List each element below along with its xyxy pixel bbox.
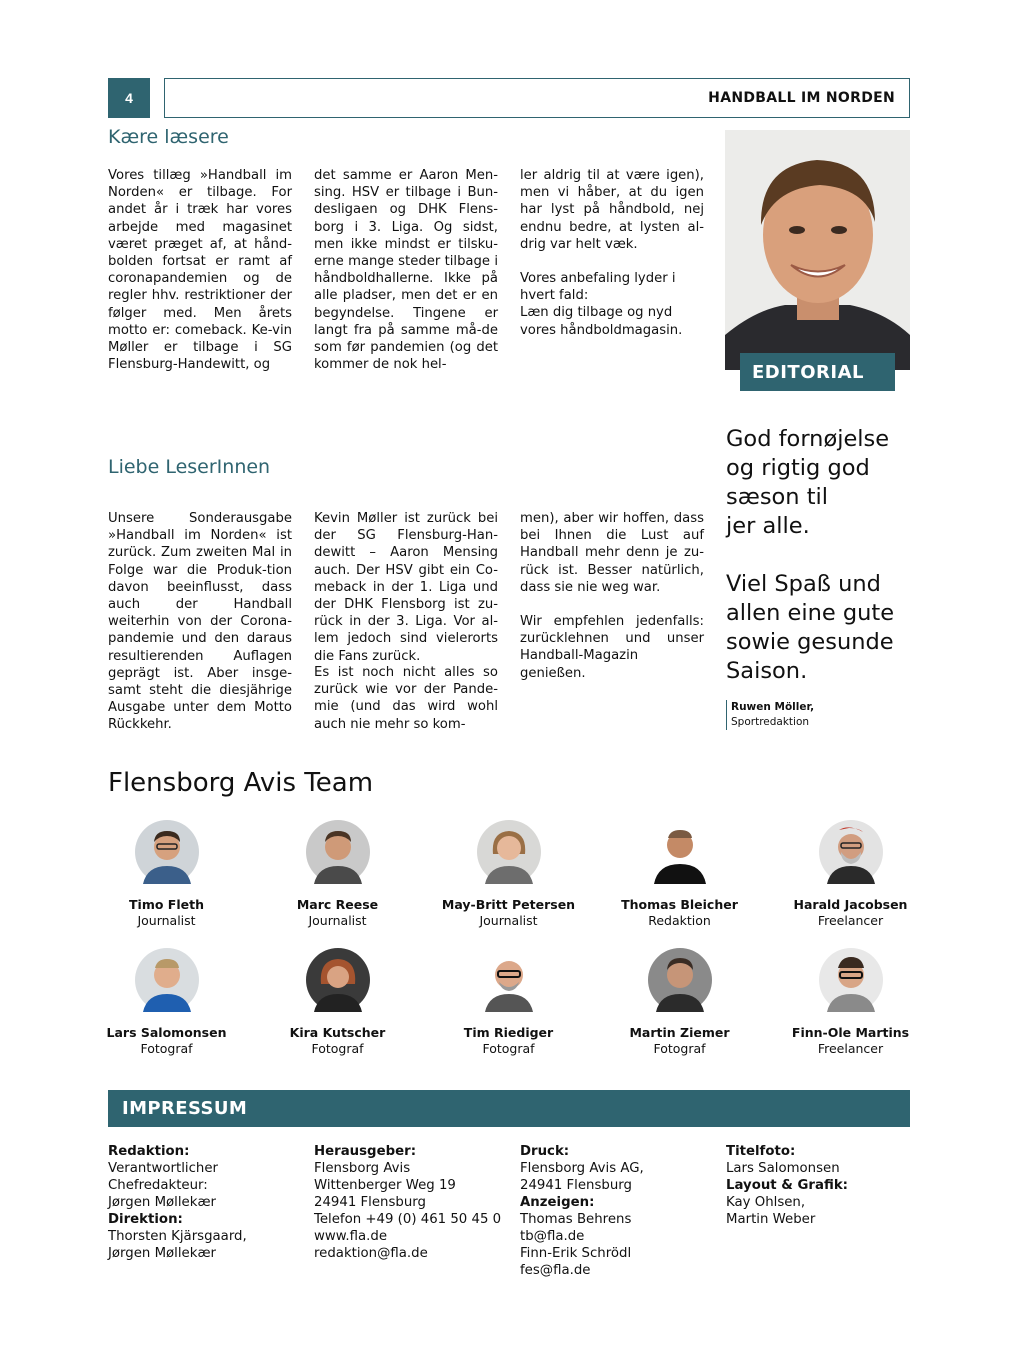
member-name: Martin Ziemer bbox=[629, 1025, 730, 1040]
avatar bbox=[477, 948, 541, 1012]
editorial-quote-danish: God fornøjelse og rigtig god sæson til jer alle. bbox=[726, 426, 890, 539]
team-title: Flensborg Avis Team bbox=[108, 768, 374, 798]
layout-label: Layout & Grafik: bbox=[726, 1178, 848, 1193]
danish-column-3a: ler aldrig til at være igen), men vi håber, at du igen har lyst på håndbold, nej endnu bedre, at lysten al-drig var helt væk. bbox=[520, 168, 704, 252]
avatar bbox=[135, 948, 199, 1012]
team-member bbox=[252, 948, 423, 1056]
redaktion-label: Redaktion: bbox=[108, 1144, 190, 1159]
team-member bbox=[765, 820, 936, 928]
german-column-3a: men), aber wir hoffen, dass bei Ihnen die Lust auf Handball mehr denn je zu-rück ist. Besser natürlich, dass sie nie weg war. bbox=[520, 511, 704, 595]
impressum-column-3 bbox=[520, 1143, 720, 1279]
member-name: Lars Salomonsen bbox=[106, 1025, 227, 1040]
member-role: Fotograf bbox=[311, 1041, 364, 1056]
anzeigen-value: Thomas Behrens tb@fla.de Finn-Erik Schrödl fes@fla.de bbox=[520, 1212, 632, 1278]
author-name: Ruwen Möller, bbox=[731, 701, 815, 713]
heading-german: Liebe LeserInnen bbox=[108, 456, 271, 478]
member-name: Finn-Ole Martins bbox=[791, 1025, 910, 1040]
german-column-1: Unsere Sonderausgabe »Handball im Norden« ist zurück. Zum zweiten Mal in Folge war die Produk-tion davon beeinflusst, dass auch der Handball weiterhin von der Corona-pandemie und den daraus resultierenden Auflagen geprägt ist. Aber insge-samt steht die diesjährige Ausgabe unter dem Motto Rückkehr. bbox=[108, 511, 292, 733]
member-name: May-Britt Petersen bbox=[441, 897, 576, 912]
member-name: Thomas Bleicher bbox=[621, 897, 738, 912]
avatar bbox=[306, 948, 370, 1012]
page-number: 4 bbox=[108, 78, 150, 118]
member-name: Timo Fleth bbox=[129, 897, 204, 912]
member-role: Freelancer bbox=[817, 913, 884, 928]
titelfoto-value: Lars Salomonsen bbox=[726, 1161, 840, 1176]
redaktion-value: Verantwortlicher Chefredakteur: Jørgen Møllekær bbox=[108, 1161, 218, 1210]
member-role: Journalist bbox=[137, 913, 196, 928]
member-role: Redaktion bbox=[648, 913, 711, 928]
member-name: Harald Jacobsen bbox=[793, 897, 908, 912]
team-member bbox=[765, 948, 936, 1056]
team-member bbox=[81, 820, 252, 928]
heading-danish: Kære læsere bbox=[108, 126, 229, 148]
german-column-2b: Es ist noch nicht alles so zurück wie vor der Pande-mie (und das wird wohl auch nie mehr so kom- bbox=[314, 665, 498, 732]
section-title: HANDBALL IM NORDEN bbox=[708, 90, 895, 106]
avatar bbox=[648, 820, 712, 884]
avatar bbox=[819, 948, 883, 1012]
member-role: Journalist bbox=[479, 913, 538, 928]
direktion-value: Thorsten Kjärsgaard, Jørgen Møllekær bbox=[108, 1229, 247, 1261]
editorial-portrait bbox=[725, 130, 910, 370]
member-name: Kira Kutscher bbox=[289, 1025, 386, 1040]
section-header bbox=[164, 78, 910, 118]
avatar bbox=[477, 820, 541, 884]
danish-column-2: det samme er Aaron Men-sing. HSV er tilbage i Bun-desligaen og DHK Flens-borg i 3. Liga. Og sidst, men ikke mindst er tilsku-erne mange steder tilbage i håndboldhallerne. Ikke på alle pladser, men det er en begyndelse. Tingene er langt fra på samme må-de som før pandemien (og det kommer de nok hel- bbox=[314, 168, 498, 373]
member-name: Tim Riediger bbox=[463, 1025, 554, 1040]
editorial-quote-german: Viel Spaß und allen eine gute sowie gesunde Saison. bbox=[726, 571, 895, 684]
anzeigen-label: Anzeigen: bbox=[520, 1195, 595, 1210]
avatar bbox=[306, 820, 370, 884]
herausgeber-label: Herausgeber: bbox=[314, 1144, 417, 1159]
avatar bbox=[135, 820, 199, 884]
druck-value: Flensborg Avis AG, 24941 Flensburg bbox=[520, 1161, 644, 1193]
german-column-2a: Kevin Møller ist zurück bei der SG Flensburg-Han-dewitt – Aaron Mensing auch. Der HSV gibt ein Co-meback in der 1. Liga und der DHK Flensborg ist zu-rück in der 3. Liga. Vor al-lem jedoch sind vielerorts die Fans zurück. bbox=[314, 511, 498, 664]
direktion-label: Direktion: bbox=[108, 1212, 183, 1227]
avatar bbox=[648, 948, 712, 1012]
danish-column-1: Vores tillæg »Handball im Norden« er tilbage. For andet år i træk har vores arbejde med magasinet været præget af, at hånd-bolden fortsat er ramt af coronapandemien og de regler hhv. restriktioner der følger med. Men årets motto er: comeback. Ke-vin Møller er tilbage i SG Flensburg-Handewitt, og bbox=[108, 168, 292, 373]
impressum-column-1 bbox=[108, 1143, 308, 1262]
titelfoto-label: Titelfoto: bbox=[726, 1144, 796, 1159]
danish-column-3b: Vores anbefaling lyder i hvert fald: Læn dig tilbage og nyd vores håndboldmagasin. bbox=[520, 271, 683, 338]
team-member bbox=[81, 948, 252, 1056]
member-role: Journalist bbox=[308, 913, 367, 928]
impressum-column-4 bbox=[726, 1143, 926, 1228]
member-role: Fotograf bbox=[140, 1041, 193, 1056]
team-member bbox=[423, 948, 594, 1056]
herausgeber-value: Flensborg Avis Wittenberger Weg 19 24941 Flensburg Telefon +49 (0) 461 50 45 0 www.fla.de redaktion@fla.de bbox=[314, 1161, 502, 1261]
editorial-tag: EDITORIAL bbox=[740, 353, 895, 391]
member-role: Freelancer bbox=[817, 1041, 884, 1056]
german-column-3b: Wir empfehlen jedenfalls: zurücklehnen und unser Handball-Magazin genießen. bbox=[520, 614, 704, 681]
team-member bbox=[594, 820, 765, 928]
author-role: Sportredaktion bbox=[731, 716, 810, 728]
druck-label: Druck: bbox=[520, 1144, 570, 1159]
impressum-column-2 bbox=[314, 1143, 514, 1262]
team-member bbox=[252, 820, 423, 928]
impressum-header: IMPRESSUM bbox=[108, 1090, 910, 1127]
member-role: Fotograf bbox=[482, 1041, 535, 1056]
team-member bbox=[594, 948, 765, 1056]
member-role: Fotograf bbox=[653, 1041, 706, 1056]
avatar bbox=[819, 820, 883, 884]
layout-value: Kay Ohlsen, Martin Weber bbox=[726, 1195, 816, 1227]
portrait-photo-icon bbox=[725, 130, 910, 370]
editorial-signature bbox=[726, 700, 814, 730]
member-name: Marc Reese bbox=[296, 897, 379, 912]
team-member bbox=[423, 820, 594, 928]
